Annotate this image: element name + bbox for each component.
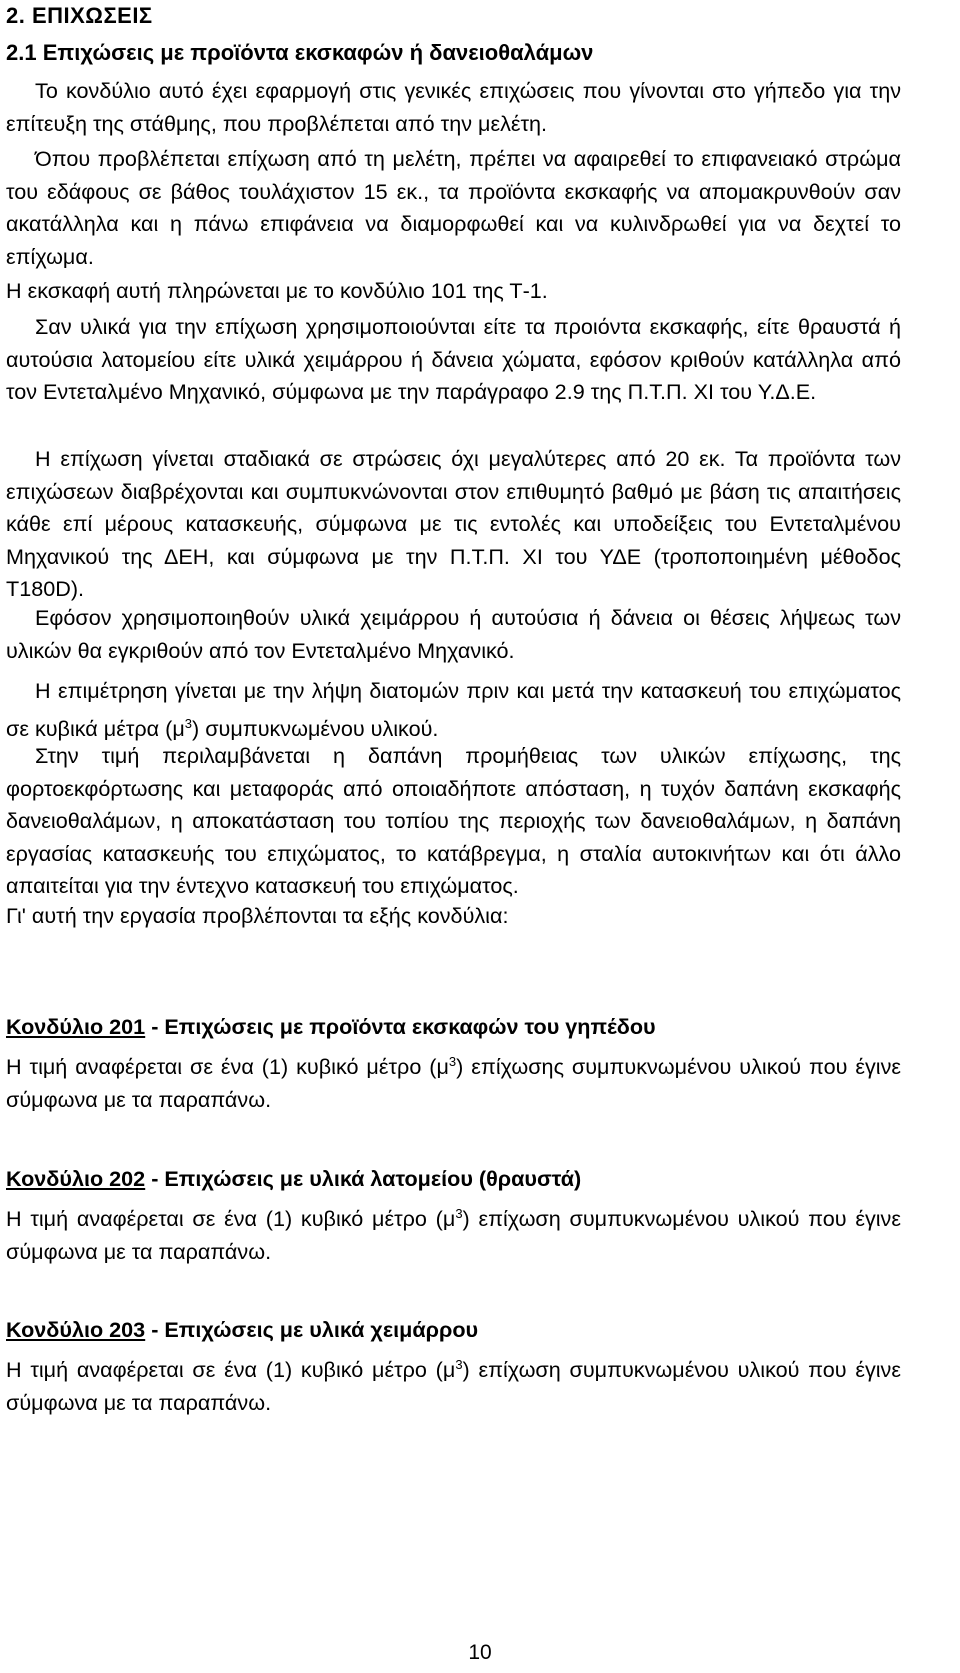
item-203-description: Η τιμή αναφέρεται σε ένα (1) κυβικό μέτρο $(\mu^3)$ επίχωση συμπυκνωμένου υλικού που έγινε σύμφωνα με τα παραπάνω. — [6, 1357, 901, 1415]
payment-note-paragraph: Η εκσκαφή αυτή πληρώνεται με το κονδύλιο 101 της Τ-1. — [6, 278, 548, 303]
topsoil-removal-paragraph: Όπου προβλέπεται επίχωση από τη μελέτη, πρέπει να αφαιρεθεί το επιφανειακό στρώμα του εδάφους σε βάθος τουλάχιστον 15 εκ., τα προϊόντα εκσκαφής να απομακρυνθούν σαν ακατάλληλα και η πάνω επιφάνεια να διαμορφωθεί και να κυλινδρωθεί για να δεχτεί το επίχωμα. — [6, 146, 901, 269]
chapter-heading: 2. ΕΠΙΧΩΣΕΙΣ — [6, 3, 153, 28]
materials-paragraph: Σαν υλικά για την επίχωση χρησιμοποιούνται είτε τα προιόντα εκσκαφής, είτε θραυστά ή αυτούσια λατομείου είτε υλικά χειμάρρου ή δάνεια χώματα, εφόσον κριθούν κατάλληλα από τον Εντεταλμένο Μηχανικό, σύμφωνα με την παράγραφο 2.9 της Π.Τ.Π. ΧΙ του Υ.Δ.Ε. — [6, 314, 901, 404]
price-includes-paragraph: Στην τιμή περιλαμβάνεται η δαπάνη προμήθειας των υλικών επίχωσης, της φορτοεκφόρτωσης και μεταφοράς από οποιαδήποτε απόσταση, η τυχόν δαπάνη εκσκαφής δανειοθαλάμων, η αποκατάσταση του τοπίου της περιοχής των δανειοθαλάμων, η δαπάνη εργασίας κατασκευής του επιχώματος, το κατάβρεγμα, η σταλία αυτοκινήτων και ότι άλλο απαιτείται για την έντεχνο κατασκευή του επιχώματος. — [6, 743, 901, 898]
item-201-title: Κονδύλιο 201 - Επιχώσεις με προϊόντα εκσκαφών του γηπέδου — [6, 1014, 656, 1039]
item-203-title: Κονδύλιο 203 - Επιχώσεις με υλικά χειμάρρου — [6, 1317, 479, 1342]
section-heading: 2.1 Επιχώσεις με προϊόντα εκσκαφών ή δανειοθαλάμων — [6, 40, 594, 65]
page-number: 10 — [468, 1641, 492, 1664]
borrow-approval-paragraph: Εφόσον χρησιμοποιηθούν υλικά χειμάρρου ή αυτούσια ή δάνεια οι θέσεις λήψεως των υλικών θα εγκριθούν από τον Εντεταλμένο Μηχανικό. — [6, 605, 901, 663]
item-202-code: Κονδύλιο 202 — [6, 1166, 146, 1191]
item-202-title: Κονδύλιο 202 - Επιχώσεις με υλικά λατομείου (θραυστά) — [6, 1166, 582, 1191]
measurement-paragraph: Η επιμέτρηση γίνεται με την λήψη διατομών πριν και μετά την κατασκευή του επιχώματος σε κυβικά μέτρα $(\mu^3)$ συμπυκνωμένου υλικού. — [6, 678, 901, 741]
item-201-description: Η τιμή αναφέρεται σε ένα (1) κυβικό μέτρο $(\mu^3)$ επίχωσης συμπυκνωμένου υλικού που έγινε σύμφωνα με τα παραπάνω. — [6, 1054, 901, 1112]
item-203-code: Κονδύλιο 203 — [6, 1317, 146, 1342]
item-202-description: Η τιμή αναφέρεται σε ένα (1) κυβικό μέτρο $(\mu^3)$ επίχωση συμπυκνωμένου υλικού που έγινε σύμφωνα με τα παραπάνω. — [6, 1206, 901, 1264]
compaction-paragraph: Η επίχωση γίνεται σταδιακά σε στρώσεις όχι μεγαλύτερες από 20 εκ. Τα προϊόντα των επιχώσεων διαβρέχονται και συμπυκνώνονται στον επιθυμητό βαθμό με βάση τις απαιτήσεις κάθε επί μέρους κατασκευής, σύμφωνα με τις εντολές και υποδείξεις του Εντεταλμένου Μηχανικού της ΔΕΗ, και σύμφωνα με την Π.Τ.Π. ΧΙ του ΥΔΕ (τροποποιημένη μέθοδος Τ180D). — [6, 446, 901, 601]
intro-paragraph: Το κονδύλιο αυτό έχει εφαρμογή στις γενικές επιχώσεις που γίνονται στο γήπεδο για την επίτευξη της στάθμης, που προβλέπεται από την μελέτη. — [6, 78, 901, 136]
item-201-code: Κονδύλιο 201 — [6, 1014, 146, 1039]
items-intro-paragraph: Γι' αυτή την εργασία προβλέπονται τα εξής κονδύλια: — [6, 903, 509, 928]
